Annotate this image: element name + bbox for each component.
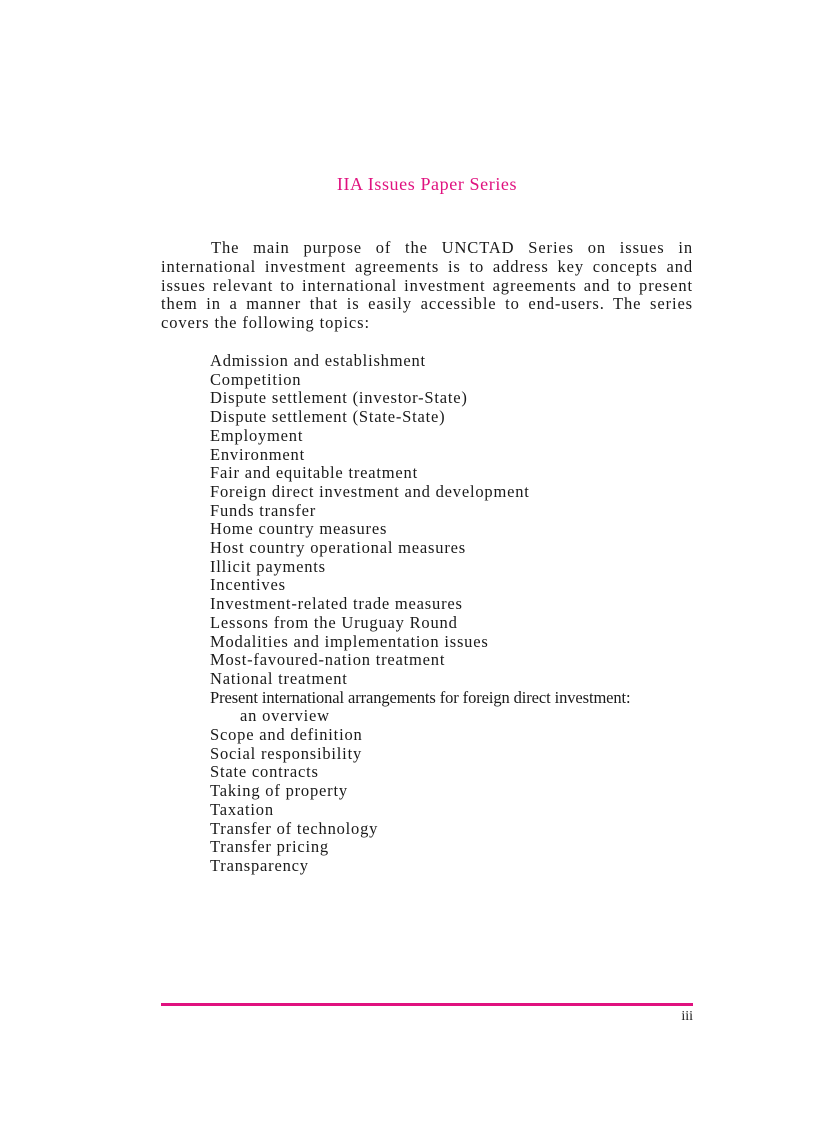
topic-item: Competition [210, 369, 302, 389]
topic-item: Environment [210, 444, 305, 464]
topic-item: Modalities and implementation issues [210, 631, 489, 651]
intro-paragraph: The main purpose of the UNCTAD Series on issues in international investment agreements is to address key concepts and issues relevant to international investment agreements and to present them in a manner that is easily accessible to end-users. The series covers the following topics: [161, 238, 693, 333]
topic-item: Fair and equitable treatment [210, 463, 418, 483]
topic-item-continuation: an overview [240, 706, 330, 726]
topic-item: Employment [210, 425, 304, 445]
topic-item: Funds transfer [210, 500, 317, 520]
topic-item: Taking of property [210, 781, 348, 801]
topic-item: Illicit payments [210, 556, 326, 576]
topic-item: Scope and definition [210, 725, 363, 745]
topic-item: Dispute settlement (investor-State) [210, 388, 468, 408]
page-number: iii [681, 1009, 693, 1024]
topic-item: Most-favoured-nation treatment [210, 650, 446, 670]
topic-item: National treatment [210, 668, 348, 688]
topic-item: Transfer of technology [210, 818, 379, 838]
topic-item: State contracts [210, 762, 319, 782]
topic-item: Home country measures [210, 519, 388, 539]
topic-item: Social responsibility [210, 743, 362, 763]
topic-item: Transparency [210, 855, 309, 875]
topic-item: Foreign direct investment and development [210, 481, 530, 501]
series-title: IIA Issues Paper Series [336, 174, 518, 194]
topic-item: Taxation [210, 799, 274, 819]
topic-item-multiline [210, 689, 700, 726]
topic-item: Dispute settlement (State-State) [210, 407, 446, 427]
topics-list [210, 352, 700, 876]
footer-divider [161, 1003, 693, 1006]
topic-item: Admission and establishment [210, 351, 426, 370]
topic-item: Investment-related trade measures [210, 594, 463, 614]
topic-item: Transfer pricing [210, 837, 329, 857]
topic-item: Host country operational measures [210, 538, 466, 558]
topic-item: Lessons from the Uruguay Round [210, 612, 458, 632]
topic-item: Incentives [210, 575, 286, 595]
topic-item-text: Present international arrangements for foreign direct investment: [210, 687, 631, 707]
